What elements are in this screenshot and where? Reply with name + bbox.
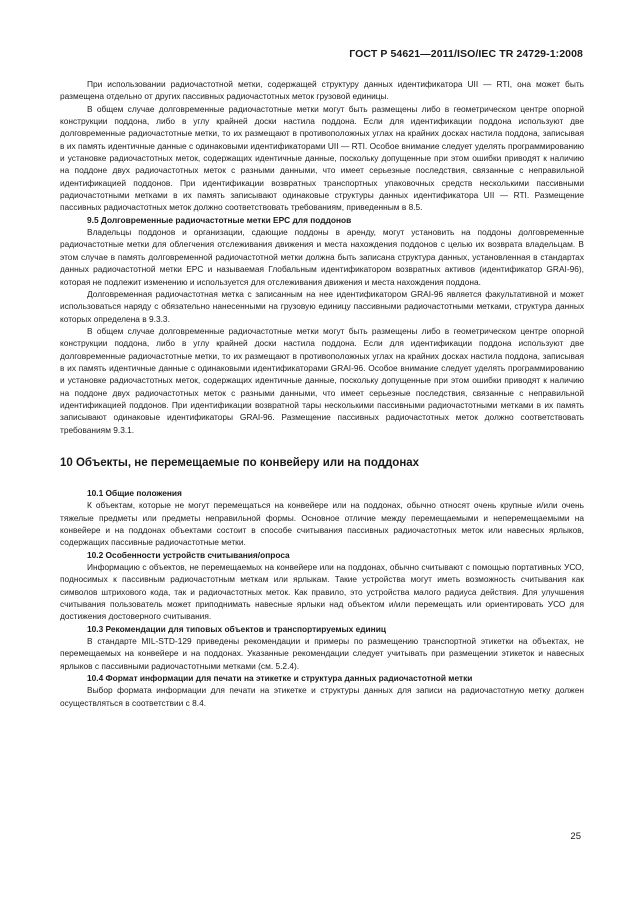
paragraph: При использовании радиочастотной метки, содержащей структуру данных идентификатора UII — RTI, она может быть размещена отдельно от других пассивных радиочастотных меток грузовой единицы. — [60, 79, 584, 102]
paragraph: В стандарте MIL-STD-129 приведены рекомендации и примеры по размещению транспортной этикетки на объектах, не перемещаемых на конвейере и на поддонах. Указанные рекомендации следует учитывать при размещении этикеток и навесных ярлыков с пассивными радиочастотными метками (см. 5.2.4). — [60, 636, 584, 671]
page-number: 25 — [570, 831, 581, 842]
section-heading: 10 Объекты, не перемещаемые по конвейеру или на поддонах — [60, 456, 420, 469]
subsection-heading: 10.1 Общие положения — [87, 487, 182, 498]
document-header: ГОСТ Р 54621—2011/ISO/IEC TR 24729-1:2008 — [349, 48, 583, 60]
paragraph: Долговременная радиочастотная метка с записанным на нее идентификатором GRAI-96 является факультативной и может использоваться наряду с обязательно нанесенными на грузовую единицу пассивными радиочастотными метками, структура данных которых определена в 9.3.3. — [60, 288, 584, 324]
subsection-heading: 9.5 Долговременные радиочастотные метки EPC для поддонов — [87, 214, 352, 225]
paragraph: В общем случае долговременные радиочастотные метки могут быть размещены либо в геометрическом центре опорной конструкции поддона, либо в углу крайней доски настила поддона. Если для идентификации поддона используют две долговременные радиочастотные метки, то их размещают в противоположных углах на крайних досках настила поддона, записывая в их память идентичные данные с одинаковыми идентификаторами UII — RTI. Особое внимание следует уделять программированию и установке радиочастотных меток, содержащих идентичные данные, поскольку допущенные при этом ошибки приводят к наличию на поддоне двух радиочастотных меток с разными данными, что имеет серьезные последствия, связанные с неправильной идентификацией поддонов. При идентификации возвратных транспортных упаковочных средств несколькими пассивными радиочастотными метками в их память записывают одинаковые структуры данных идентификатора UII — RTI. Размещение пассивных радиочастотных меток должно соответствовать требованиям, приведенным в 8.5. — [60, 103, 584, 213]
paragraph: В общем случае долговременные радиочастотные метки могут быть размещены либо в геометрическом центре опорной конструкции поддона, либо в углу крайней доски настила поддона. Если для идентификации поддона используют две долговременные радиочастотные метки, то их размещают в противоположных углах на крайних досках настила поддона, записывая в их память идентичные данные с одинаковыми идентификаторами GRAI-96. Особое внимание следует уделять программированию и установке радиочастотных меток, содержащих идентичные данные, поскольку допущенные при этом ошибки приводят к наличию на поддоне двух радиочастотных меток с разными данными, что имеет серьезные последствия, связанные с неправильной идентификацией поддонов. При идентификации возвратной тары несколькими пассивными радиочастотными метками в их память записывают одинаковые идентификаторы GRAI-96. Размещение пассивных радиочастотных меток должно соответствовать требованиям 9.3.1. — [60, 325, 584, 435]
document-body — [60, 78, 584, 709]
paragraph: Выбор формата информации для печати на этикетке и структуры данных для записи на радиочастотную метку должен осуществляться в соответствии с 8.4. — [60, 685, 584, 708]
paragraph: Владельцы поддонов и организации, сдающие поддоны в аренду, могут установить на поддоны долговременные радиочастотные метки для облегчения отслеживания движения и места нахождения поддонов с целью их возврата владельцам. В этом случае в память долговременной радиочастотной метки должна быть записана структура данных, установленная в стандартах данных радиочастотной метки EPC и называемая Глобальным идентификатором возвратных активов (идентификатор GRAI-96), которая не подлежит изменению и используется для отслеживания движения и места нахождения поддона. — [60, 227, 584, 287]
paragraph: К объектам, которые не могут перемещаться на конвейере или на поддонах, обычно относят очень крупные и/или очень тяжелые предметы или предметы неправильной формы. Основное отличие между перемещаемыми и неперемещаемыми на конвейере и на поддонах объектами состоит в способе считывания пассивных радиочастотных меток или навесных ярлыков, содержащих пассивные радиочастотные метки. — [60, 500, 584, 548]
subsection-heading: 10.4 Формат информации для печати на этикетке и структура данных радиочастотной метки — [87, 673, 473, 684]
subsection-heading: 10.3 Рекомендации для типовых объектов и транспортируемых единиц — [87, 623, 386, 634]
paragraph: Информацию с объектов, не перемещаемых на конвейере или на поддонах, обычно считывают с помощью портативных УСО, подносимых к пассивным радиочастотным меткам или ярлыкам. Такие устройства могут иметь возможность считывания как символов штрихового кода, так и радиочастотных меток. Как правило, это устройства малого радиуса действия. Для улучшения считывания пользователь может приподнимать навесные ярлыки над объектом и/или перемещать или ориентировать УСО для достижения достоверного считывания. — [60, 562, 584, 622]
subsection-heading: 10.2 Особенности устройств считывания/опроса — [87, 549, 290, 560]
